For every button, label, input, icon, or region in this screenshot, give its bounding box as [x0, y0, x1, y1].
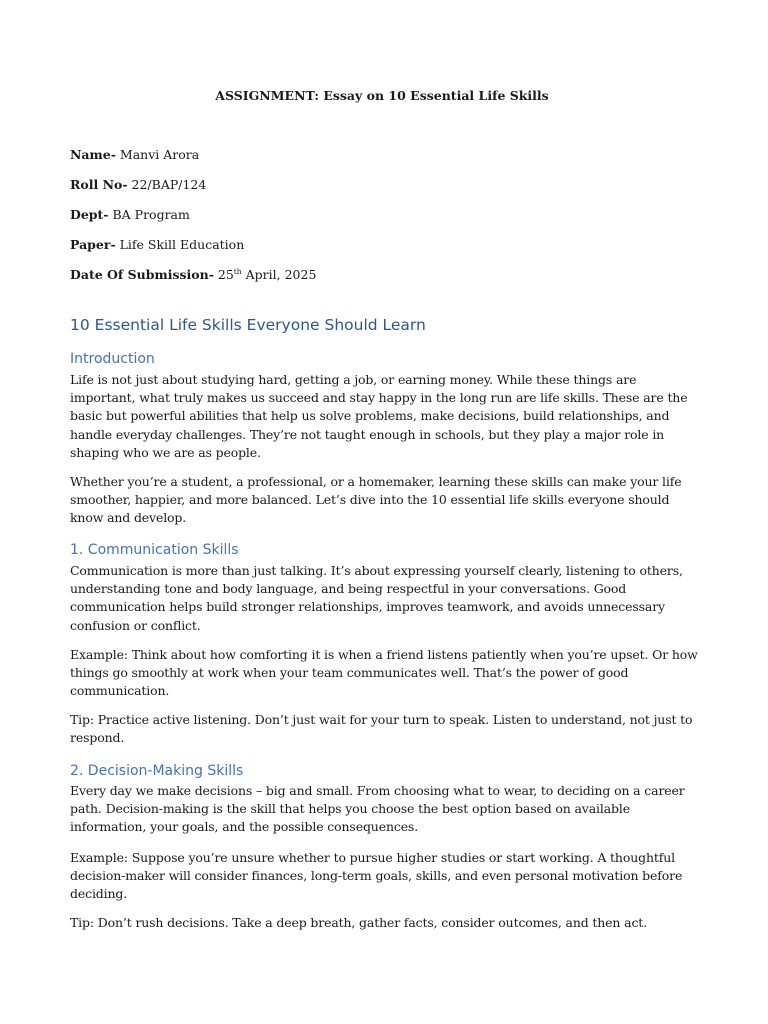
paragraph: Tip: Don’t rush decisions. Take a deep breath, gather facts, consider outcomes, and then act. — [70, 915, 647, 930]
assignment-title: ASSIGNMENT: Essay on 10 Essential Life Skills — [215, 88, 549, 103]
paper-line — [70, 237, 244, 253]
date-rest: April, 2025 — [245, 267, 317, 282]
paragraph: Life is not just about studying hard, getting a job, or earning money. While these things are important, what truly makes us succeed and stay happy in the long run are life skills. These are the basic but powerful abilities that help us solve problems, make decisions, build relationships, and handle everyday challenges. They’re not taught enough in schools, but they play a major role in shaping who we are as people. — [70, 372, 688, 460]
date-of-submission-line — [70, 267, 316, 283]
paragraph: Every day we make decisions – big and small. From choosing what to wear, to deciding on a career path. Decision-making is the skill that helps you choose the best option based on available information, your goals, and the possible consequences. — [70, 783, 685, 835]
paper-value: Life Skill Education — [119, 237, 245, 252]
name-value: Manvi Arora — [119, 147, 200, 162]
paragraph: Tip: Practice active listening. Don’t just wait for your turn to speak. Listen to understand, not just to respond. — [70, 712, 693, 746]
date-of-submission-label: Date Of Submission- — [70, 267, 214, 282]
paper-label: Paper- — [70, 237, 116, 252]
paragraph: Whether you’re a student, a professional, or a homemaker, learning these skills can make your life smoother, happier, and more balanced. Let’s dive into the 10 essential life skills everyone should know and develop. — [70, 474, 682, 526]
roll-no-label: Roll No- — [70, 177, 128, 192]
name-line — [70, 147, 199, 163]
document-title: 10 Essential Life Skills Everyone Should Learn — [70, 316, 426, 334]
date-suffix: th — [233, 266, 242, 276]
dept-label: Dept- — [70, 207, 109, 222]
name-label: Name- — [70, 147, 116, 162]
section-heading-communication-skills: 1. Communication Skills — [70, 542, 239, 558]
paragraph: Communication is more than just talking. It’s about expressing yourself clearly, listening to others, understanding tone and body language, and being respectful in your conversations. Good communication helps build stronger relationships, improves teamwork, and avoids unnecessary confusion or conflict. — [70, 563, 683, 633]
paragraph: Example: Suppose you’re unsure whether to pursue higher studies or start working. A thoughtful decision-maker will consider finances, long-term goals, skills, and even personal motivation before deciding. — [70, 850, 683, 902]
paragraph: Example: Think about how comforting it is when a friend listens patiently when you’re upset. Or how things go smoothly at work when your team communicates well. That’s the power of good communication. — [70, 647, 698, 699]
roll-no-line — [70, 177, 206, 193]
dept-line — [70, 207, 190, 223]
section-heading-introduction: Introduction — [70, 351, 155, 367]
roll-no-value: 22/BAP/124 — [131, 177, 207, 192]
date-day: 25 — [217, 267, 234, 282]
section-heading-decision-making-skills: 2. Decision-Making Skills — [70, 763, 244, 779]
document-page — [70, 0, 702, 1024]
dept-value: BA Program — [112, 207, 190, 222]
